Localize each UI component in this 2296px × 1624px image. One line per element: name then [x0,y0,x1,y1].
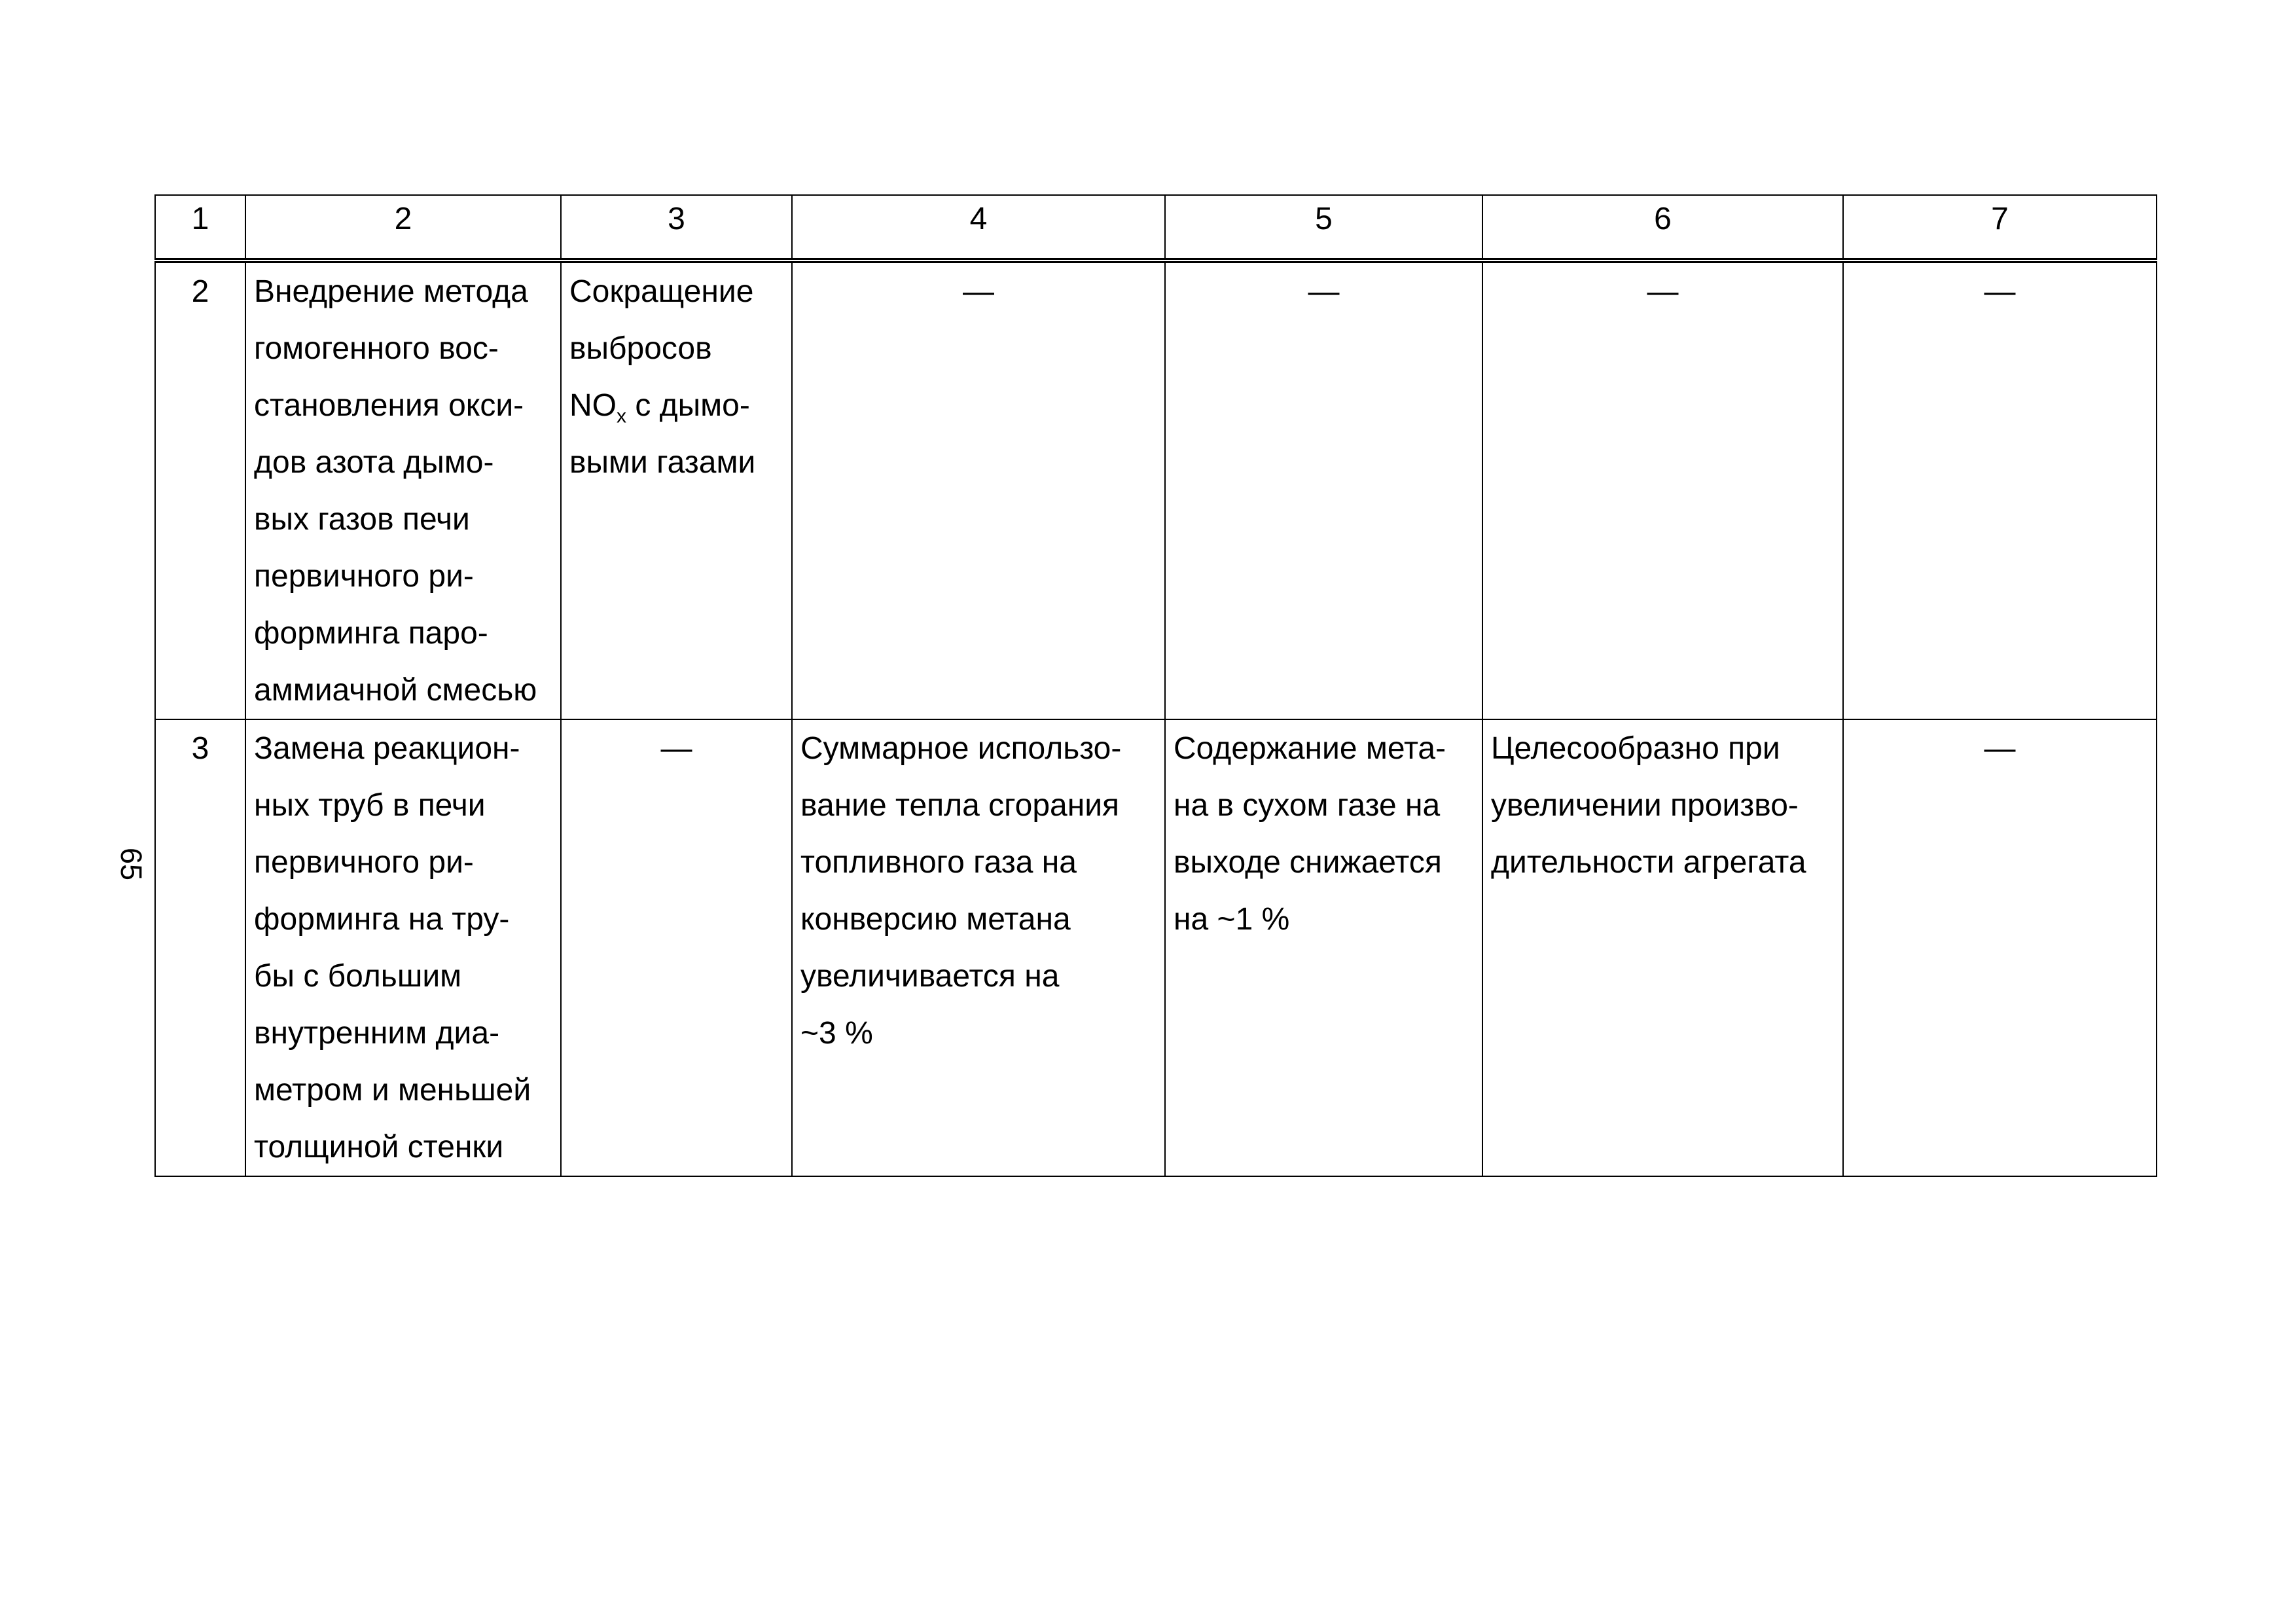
table-row [155,719,2157,1176]
header-cell-4: 4 [792,195,1165,261]
ecology-text: Сокращение выбросов NO [569,274,754,423]
row-number-cell: 2 [155,261,245,719]
table-header-row [155,195,2157,261]
col4-cell: — [792,261,1165,719]
col6-cell: — [1482,261,1843,719]
measure-cell: Замена реакцион- ных труб в печи первичного ри- форминга на тру- бы с большим внутренним диа- метром и меньшей толщиной стенки [245,719,561,1176]
ecology-text-suffix: с дымо- выми газами [569,388,756,480]
page-number: 65 [115,847,148,881]
col4-cell: Суммарное использо- вание тепла сгорания топливного газа на конверсию метана увеличивается на ~3 % [792,719,1165,1176]
header-cell-3: 3 [561,195,792,261]
header-cell-2: 2 [245,195,561,261]
col7-cell: — [1843,261,2157,719]
header-cell-6: 6 [1482,195,1843,261]
col3-cell: — [561,719,792,1176]
header-cell-5: 5 [1165,195,1482,261]
ecology-subscript: x [617,405,626,427]
measures-table [154,194,2157,1177]
header-cell-1: 1 [155,195,245,261]
row-number-cell: 3 [155,719,245,1176]
ecology-cell [561,261,792,719]
col7-cell: — [1843,719,2157,1176]
col6-cell: Целесообразно при увеличении произво- дительности агрегата [1482,719,1843,1176]
header-cell-7: 7 [1843,195,2157,261]
table-row [155,261,2157,719]
col5-cell: Содержание мета- на в сухом газе на выходе снижается на ~1 % [1165,719,1482,1176]
measure-cell: Внедрение метода гомогенного вос- становления окси- дов азота дымо- вых газов печи первичного ри- форминга паро- аммиачной смесью [245,261,561,719]
col5-cell: — [1165,261,1482,719]
